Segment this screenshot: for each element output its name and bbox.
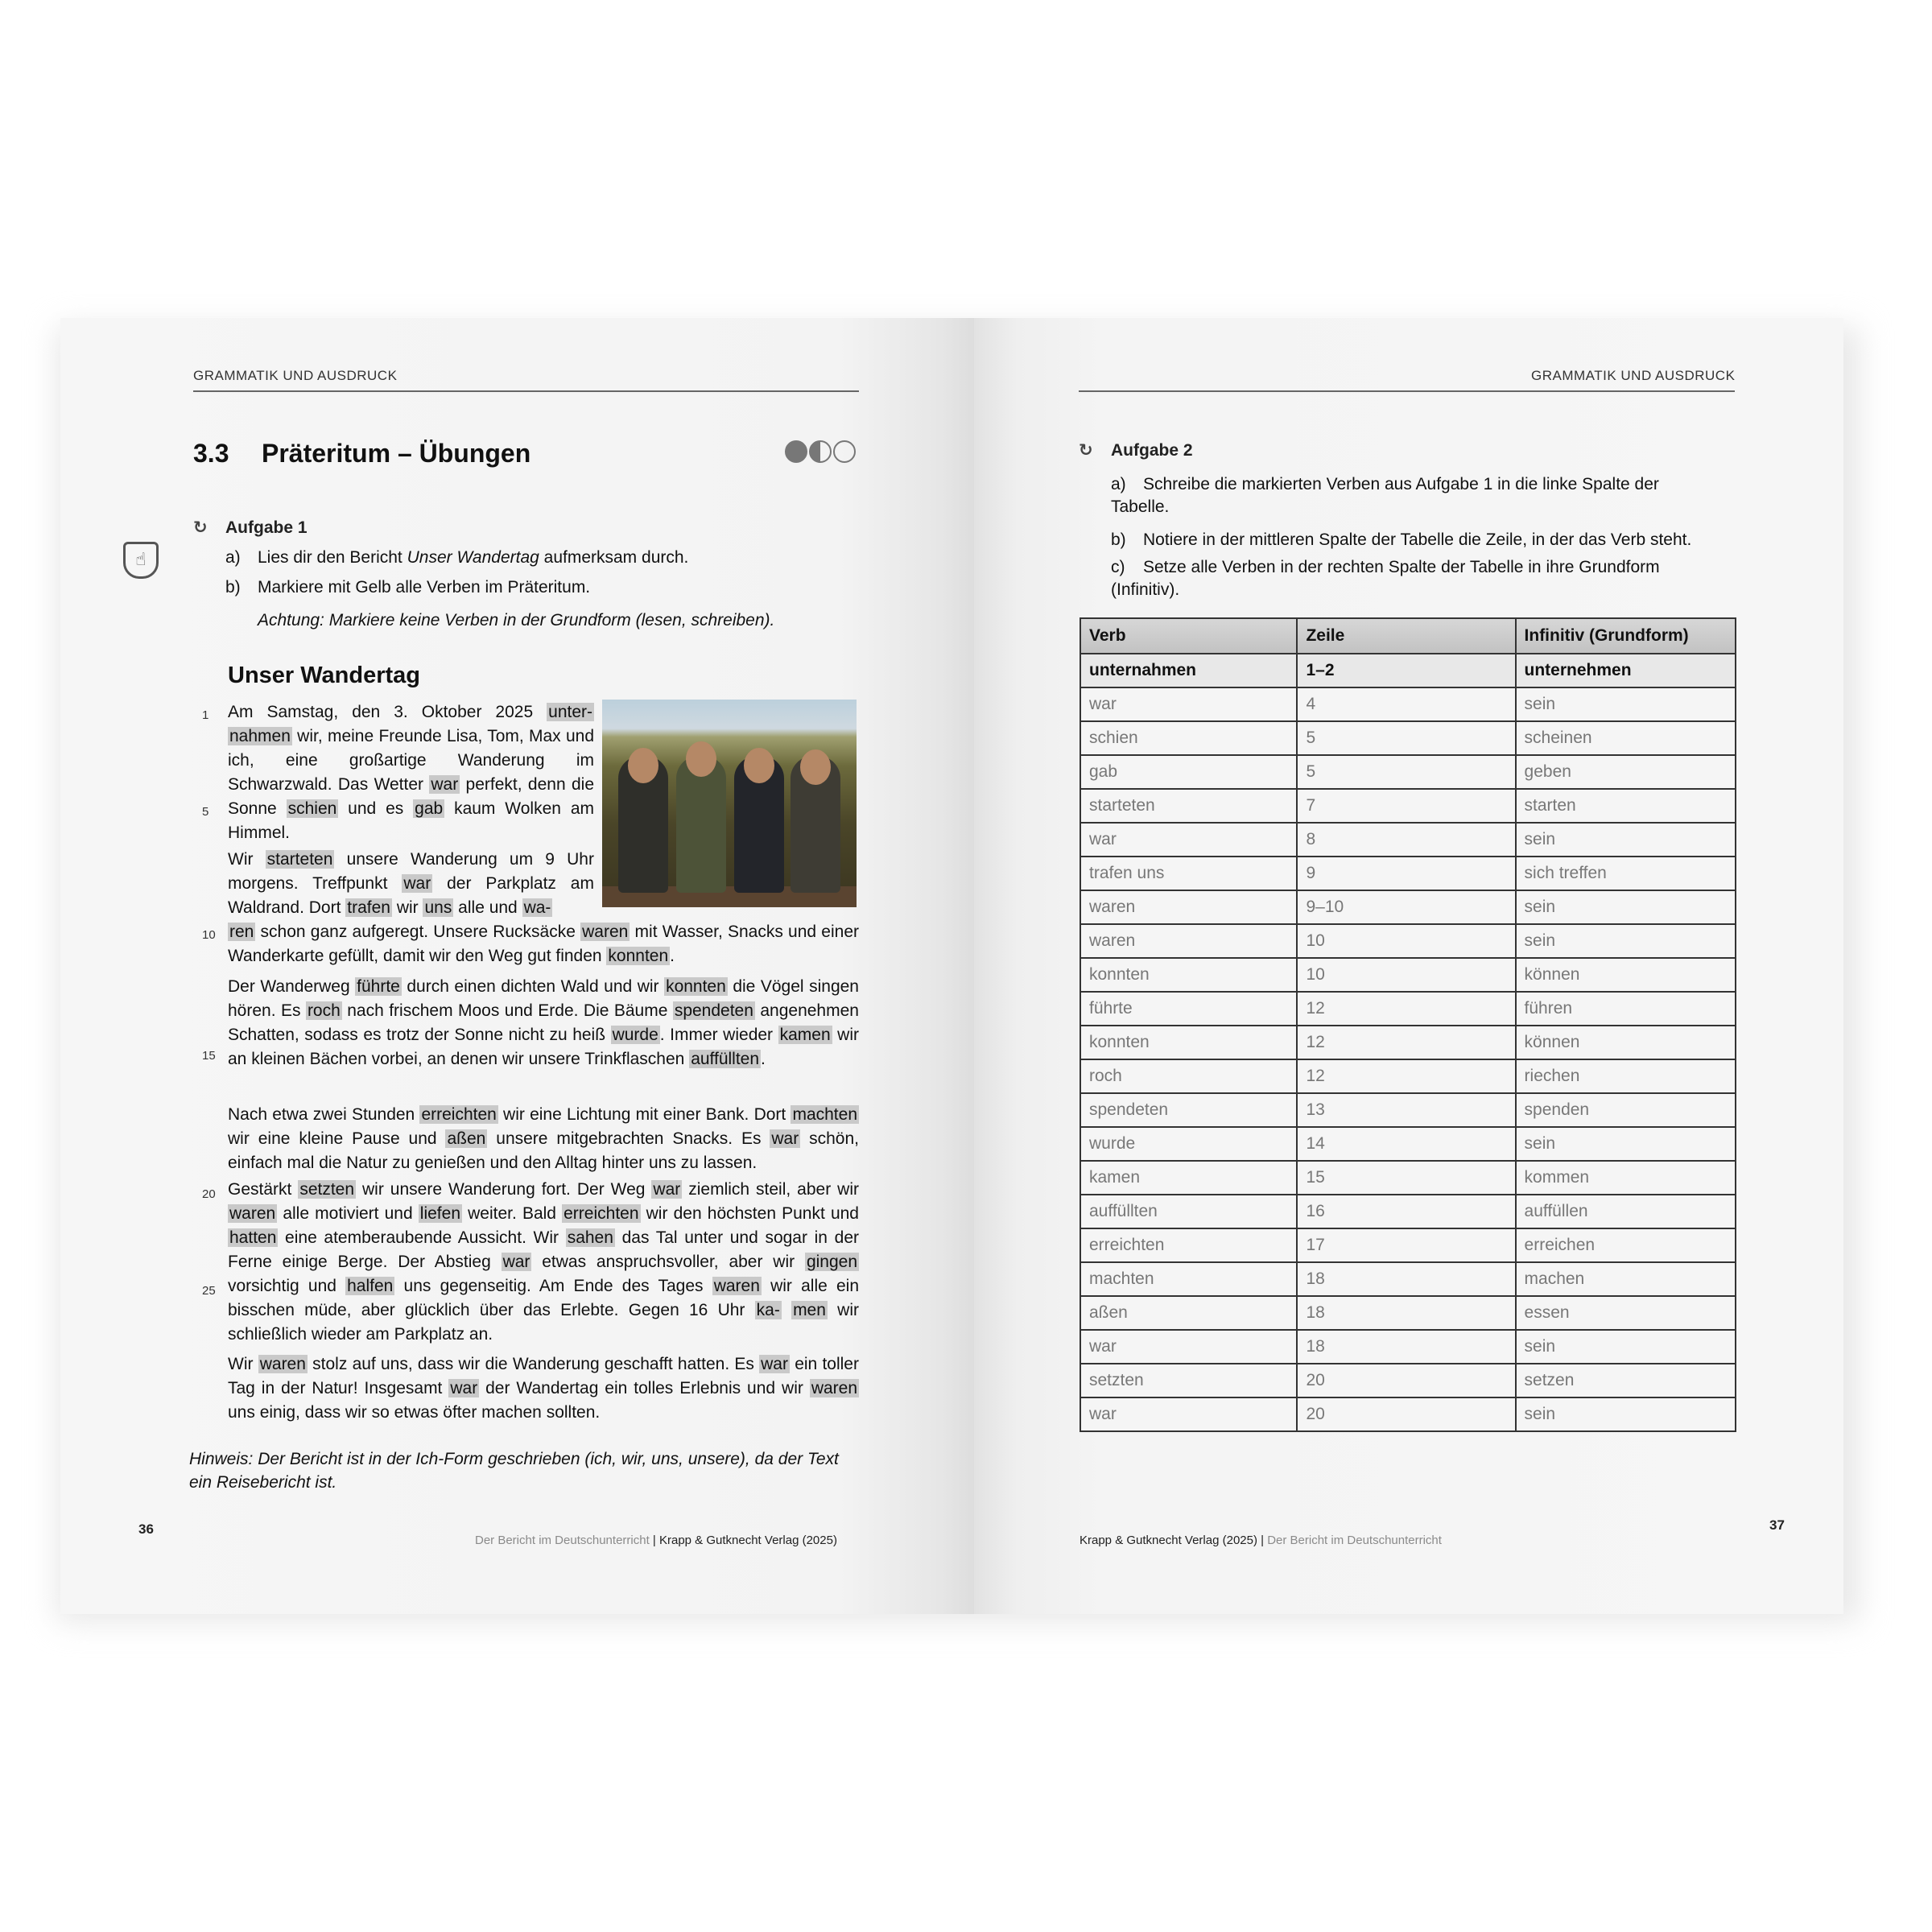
task-item-text: Markiere mit Gelb alle Verben im Präteritum.	[258, 578, 591, 597]
table-cell-verb: unternahmen	[1080, 654, 1297, 687]
line-number: 10	[202, 928, 216, 942]
table-cell-infinitive: setzen	[1516, 1364, 1736, 1397]
table-cell-line: 14	[1297, 1127, 1515, 1161]
running-head-left: GRAMMATIK UND AUSDRUCK	[193, 368, 398, 383]
story-title: Unser Wandertag	[228, 663, 421, 688]
table-cell-infinitive: können	[1516, 958, 1736, 992]
table-cell-verb: schien	[1080, 721, 1297, 755]
table-cell-infinitive: sein	[1516, 1397, 1736, 1431]
table-cell-verb: starteten	[1080, 789, 1297, 823]
difficulty-dot-full-icon	[785, 440, 807, 463]
task-1-item-b	[225, 576, 590, 599]
table-cell-infinitive: erreichen	[1516, 1228, 1736, 1262]
table-cell-verb: führte	[1080, 992, 1297, 1026]
task-1-heading	[193, 518, 308, 538]
table-header-infinitive: Infinitiv (Grundform)	[1516, 618, 1736, 654]
table-cell-infinitive: machen	[1516, 1262, 1736, 1296]
table-cell-infinitive: sein	[1516, 890, 1736, 924]
table-row	[1080, 1262, 1736, 1296]
table-cell-verb: aßen	[1080, 1296, 1297, 1330]
table-cell-verb: spendeten	[1080, 1093, 1297, 1127]
table-cell-line: 1–2	[1297, 654, 1515, 687]
table-cell-line: 12	[1297, 1059, 1515, 1093]
table-cell-line: 10	[1297, 958, 1515, 992]
page-number-left: 36	[138, 1521, 154, 1537]
table-cell-line: 20	[1297, 1364, 1515, 1397]
line-number: 1	[202, 708, 209, 722]
task-2-heading	[1079, 440, 1193, 460]
section-number: 3.3	[193, 439, 229, 468]
table-cell-line: 12	[1297, 1026, 1515, 1059]
table-cell-line: 5	[1297, 755, 1515, 789]
difficulty-dot-empty-icon	[833, 440, 856, 463]
story-paragraph-1: Am Samstag, den 3. Oktober 2025 unter- nahmen wir, meine Freunde Lisa, Tom, Max und ich, eine großartige Wanderung im Schwarzwald. Das Wetter war perfekt, denn die Sonne schien und es gab kaum Wolken am Himmel.	[228, 703, 595, 842]
table-cell-line: 9–10	[1297, 890, 1515, 924]
photo-head	[686, 741, 716, 777]
table-cell-verb: roch	[1080, 1059, 1297, 1093]
table-row	[1080, 992, 1736, 1026]
task-item-text-italic: Unser Wandertag	[407, 548, 539, 567]
line-number: 15	[202, 1049, 216, 1063]
table-row	[1080, 890, 1736, 924]
table-cell-verb: machten	[1080, 1262, 1297, 1296]
table-cell-infinitive: sein	[1516, 823, 1736, 857]
table-cell-line: 8	[1297, 823, 1515, 857]
table-cell-verb: kamen	[1080, 1161, 1297, 1195]
table-cell-line: 15	[1297, 1161, 1515, 1195]
photo-head	[800, 749, 831, 785]
task-item-text: aufmerksam durch.	[539, 548, 689, 567]
story-paragraph-2b: ren schon ganz aufgeregt. Unsere Rucksäcke waren mit Wasser, Snacks und einer Wanderkarte gefüllt, damit wir den Weg gut finden konnten.	[228, 923, 859, 965]
task-2-item-b	[1111, 529, 1703, 551]
table-row	[1080, 654, 1736, 687]
table-cell-line: 17	[1297, 1228, 1515, 1262]
photo-head	[744, 748, 774, 783]
table-cell-infinitive: sein	[1516, 924, 1736, 958]
task-2-item-a	[1111, 473, 1703, 518]
table-cell-line: 9	[1297, 857, 1515, 890]
table-cell-line: 10	[1297, 924, 1515, 958]
table-cell-verb: erreichten	[1080, 1228, 1297, 1262]
right-page	[974, 318, 1843, 1614]
task-arrow-icon: ↻	[1079, 441, 1093, 460]
table-row	[1080, 1161, 1736, 1195]
table-row	[1080, 1093, 1736, 1127]
section-title	[193, 439, 530, 469]
page-number-right: 37	[1769, 1517, 1785, 1533]
table-cell-infinitive: sein	[1516, 687, 1736, 721]
table-body	[1080, 654, 1736, 1431]
difficulty-indicator	[785, 440, 857, 463]
table-cell-verb: auffüllten	[1080, 1195, 1297, 1228]
table-cell-line: 13	[1297, 1093, 1515, 1127]
table-cell-line: 4	[1297, 687, 1515, 721]
table-cell-verb: war	[1080, 1330, 1297, 1364]
table-cell-verb: waren	[1080, 890, 1297, 924]
table-cell-infinitive: starten	[1516, 789, 1736, 823]
verb-table	[1080, 617, 1736, 1432]
table-cell-verb: war	[1080, 823, 1297, 857]
table-cell-verb: konnten	[1080, 958, 1297, 992]
table-row	[1080, 1397, 1736, 1431]
task-arrow-icon: ↻	[193, 518, 208, 537]
section-title-text: Präteritum – Übungen	[262, 439, 531, 468]
table-cell-infinitive: sein	[1516, 1127, 1736, 1161]
table-row	[1080, 721, 1736, 755]
footer-left	[475, 1534, 837, 1547]
hiking-group-photo	[602, 700, 857, 907]
table-cell-infinitive: scheinen	[1516, 721, 1736, 755]
table-cell-infinitive: können	[1516, 1026, 1736, 1059]
table-row	[1080, 1364, 1736, 1397]
table-cell-infinitive: sich treffen	[1516, 857, 1736, 890]
table-cell-verb: war	[1080, 1397, 1297, 1431]
table-row	[1080, 789, 1736, 823]
table-row	[1080, 1330, 1736, 1364]
task-item-label: b)	[225, 578, 241, 597]
table-cell-verb: gab	[1080, 755, 1297, 789]
line-number: 20	[202, 1187, 216, 1201]
table-cell-line: 18	[1297, 1330, 1515, 1364]
table-row	[1080, 1195, 1736, 1228]
difficulty-dot-half-icon	[809, 440, 832, 463]
footer-publisher: | Krapp & Gutknecht Verlag (2025)	[652, 1534, 837, 1547]
table-cell-line: 16	[1297, 1195, 1515, 1228]
table-row	[1080, 1127, 1736, 1161]
task-item-text: Setze alle Verben in der rechten Spalte der Tabelle in ihre Grundform (Infinitiv).	[1111, 558, 1660, 599]
table-row	[1080, 1296, 1736, 1330]
table-cell-infinitive: geben	[1516, 755, 1736, 789]
table-cell-infinitive: riechen	[1516, 1059, 1736, 1093]
photo-head	[628, 748, 658, 783]
table-cell-verb: trafen uns	[1080, 857, 1297, 890]
task-item-label: a)	[1111, 475, 1126, 493]
story-paragraph-5: Gestärkt setzten wir unsere Wanderung fort. Der Weg war ziemlich steil, aber wir waren alle motiviert und liefen weiter. Bald erreichten wir den höchsten Punkt und hatten eine atemberaubende Aussicht. Wir sahen das Tal unter und sogar in der Ferne einige Berge. Der Abstieg war etwas anspruchsvoller, aber wir gingen vorsichtig und halfen uns gegenseitig. Am Ende des Tages waren wir alle ein bisschen müde, aber glücklich über das Erlebte. Gegen 16 Uhr ka- men wir schließlich wieder am Parkplatz an.	[228, 1180, 860, 1344]
table-header-row	[1080, 618, 1736, 654]
task-item-text: Lies dir den Bericht	[258, 548, 407, 567]
table-cell-infinitive: sein	[1516, 1330, 1736, 1364]
table-cell-infinitive: spenden	[1516, 1093, 1736, 1127]
task-item-text: Notiere in der mittleren Spalte der Tabelle die Zeile, in der das Verb steht.	[1143, 530, 1692, 549]
task-item-label: c)	[1111, 558, 1125, 576]
table-header-verb: Verb	[1080, 618, 1297, 654]
table-cell-line: 7	[1297, 789, 1515, 823]
task-item-text: Schreibe die markierten Verben aus Aufgabe 1 in die linke Spalte der Tabelle.	[1111, 475, 1659, 516]
attention-note: Achtung: Markiere keine Verben in der Grundform (lesen, schreiben).	[258, 611, 775, 630]
table-row	[1080, 823, 1736, 857]
line-number: 25	[202, 1284, 216, 1298]
table-cell-verb: war	[1080, 687, 1297, 721]
task-item-label: b)	[1111, 530, 1126, 549]
table-cell-infinitive: auffüllen	[1516, 1195, 1736, 1228]
task-item-label: a)	[225, 548, 241, 567]
task-2-heading-text: Aufgabe 2	[1111, 441, 1193, 460]
table-cell-infinitive: unternehmen	[1516, 654, 1736, 687]
worksheet-hand-icon: ☝	[123, 542, 159, 579]
task-2-item-c	[1111, 556, 1703, 601]
table-row	[1080, 1026, 1736, 1059]
table-cell-verb: setzten	[1080, 1364, 1297, 1397]
table-row	[1080, 1228, 1736, 1262]
table-header-line: Zeile	[1297, 618, 1515, 654]
story-paragraph-3: Der Wanderweg führte durch einen dichten Wald und wir konnten die Vögel singen hören. Es roch nach frischem Moos und Erde. Die Bäume spendeten angenehmen Schatten, sodass es trotz der Sonne nicht zu heiß wurde. Immer wieder kamen wir an kleinen Bächen vorbei, an denen wir unsere Trinkflaschen auffüllten.	[228, 977, 859, 1068]
story-paragraph-2a: Wir starteten unsere Wanderung um 9 Uhr morgens. Treffpunkt war der Parkplatz am Waldrand. Dort trafen wir uns alle und wa-	[228, 850, 594, 917]
table-row	[1080, 924, 1736, 958]
footer-book-title: Der Bericht im Deutschunterricht	[475, 1534, 650, 1547]
table-cell-infinitive: führen	[1516, 992, 1736, 1026]
table-cell-line: 18	[1297, 1296, 1515, 1330]
table-cell-line: 20	[1297, 1397, 1515, 1431]
footer-right	[1080, 1534, 1442, 1547]
table-row	[1080, 1059, 1736, 1093]
header-rule-left	[193, 390, 859, 392]
left-page	[60, 318, 978, 1614]
table-cell-infinitive: kommen	[1516, 1161, 1736, 1195]
task-1-item-a	[225, 547, 688, 569]
story-paragraph-6: Wir waren stolz auf uns, dass wir die Wanderung geschafft hatten. Es war ein toller Tag in der Natur! Insgesamt war der Wandertag ein tolles Erlebnis und wir waren uns einig, dass wir so etwas öfter machen sollten.	[228, 1355, 859, 1422]
table-cell-line: 18	[1297, 1262, 1515, 1296]
table-row	[1080, 687, 1736, 721]
table-cell-verb: wurde	[1080, 1127, 1297, 1161]
table-cell-infinitive: essen	[1516, 1296, 1736, 1330]
line-number: 5	[202, 805, 209, 819]
footer-book-title: Der Bericht im Deutschunterricht	[1267, 1534, 1442, 1547]
table-cell-verb: waren	[1080, 924, 1297, 958]
table-cell-line: 12	[1297, 992, 1515, 1026]
table-row	[1080, 755, 1736, 789]
footer-publisher: Krapp & Gutknecht Verlag (2025) |	[1080, 1534, 1265, 1547]
task-1-heading-text: Aufgabe 1	[225, 518, 308, 537]
table-row	[1080, 958, 1736, 992]
table-row	[1080, 857, 1736, 890]
table-cell-line: 5	[1297, 721, 1515, 755]
hint-note: Hinweis: Der Bericht ist in der Ich-Form geschrieben (ich, wir, uns, unsere), da der Text ein Reisebericht ist.	[189, 1450, 839, 1492]
running-head-right: GRAMMATIK UND AUSDRUCK	[1531, 368, 1736, 383]
header-rule-right	[1079, 390, 1735, 392]
story-paragraph-4: Nach etwa zwei Stunden erreichten wir eine Lichtung mit einer Bank. Dort machten wir eine kleine Pause und aßen unsere mitgebrachten Snacks. Es war schön, einfach mal die Natur zu genießen und den Alltag hinter uns zu lassen.	[228, 1105, 859, 1172]
table-cell-verb: konnten	[1080, 1026, 1297, 1059]
